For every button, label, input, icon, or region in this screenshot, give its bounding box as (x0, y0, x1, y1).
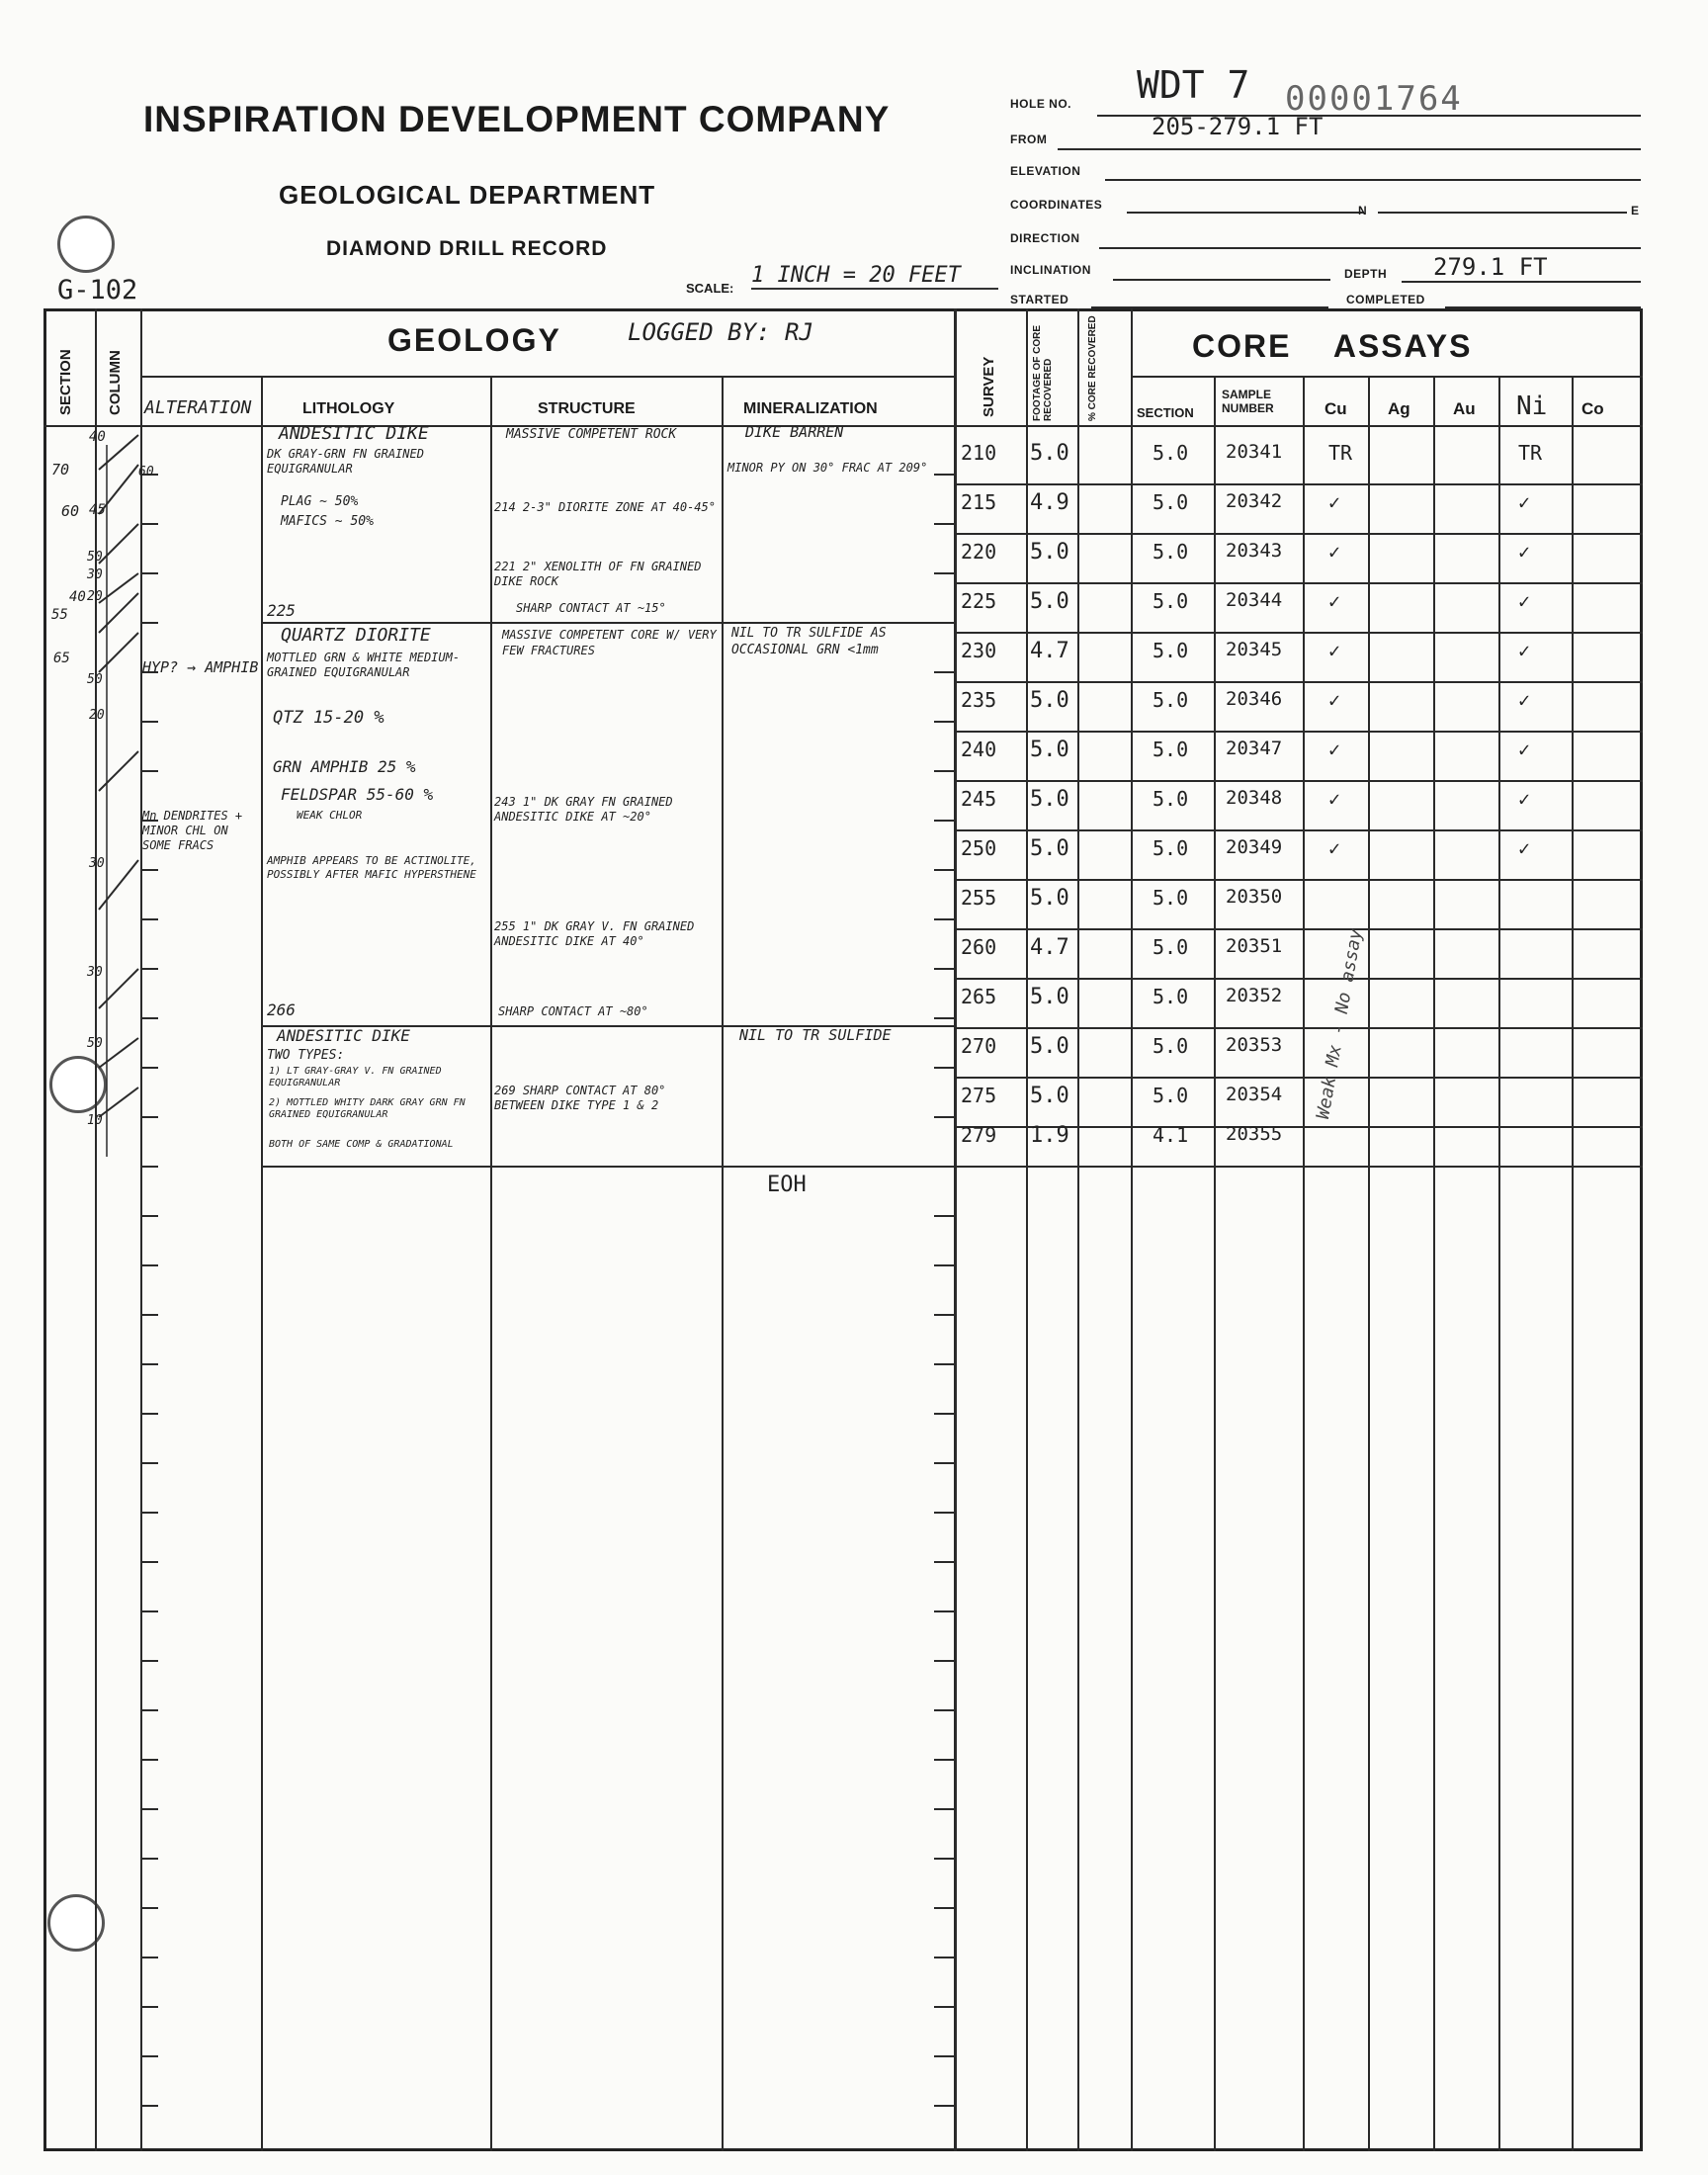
lithology-note: ANDESITIC DIKE (277, 1026, 410, 1045)
assay-survey: 255 (961, 886, 997, 910)
assay-survey: 240 (961, 738, 997, 761)
mineralization-note: NIL TO TR SULFIDE AS OCCASIONAL GRN <1mm (731, 626, 887, 657)
assay-footage: 5.0 (1030, 886, 1069, 911)
n-label: N (1358, 204, 1368, 218)
column-mark: 60 (138, 465, 154, 479)
assay-footage: 5.0 (1030, 540, 1069, 565)
end-of-hole: EOH (767, 1173, 807, 1197)
assay-section: 5.0 (1153, 738, 1189, 761)
assay-section: 5.0 (1153, 886, 1189, 910)
assay-cu: ✓ (1328, 490, 1341, 514)
assay-sample: 20352 (1226, 985, 1283, 1006)
mineralization-header: MINERALIZATION (743, 400, 878, 417)
assay-sample: 20348 (1226, 787, 1283, 809)
assay-survey: 230 (961, 639, 997, 662)
assay-cu: ✓ (1328, 639, 1341, 662)
logged-by: LOGGED BY: RJ (628, 318, 813, 346)
e-label: E (1631, 204, 1640, 218)
assay-footage: 5.0 (1030, 1084, 1069, 1108)
assay-ni: ✓ (1518, 540, 1531, 564)
assay-ni: ✓ (1518, 589, 1531, 613)
assay-section: 5.0 (1153, 935, 1189, 959)
section-mark: 40 (69, 589, 86, 605)
assay-cu: ✓ (1328, 540, 1341, 564)
assay-ni: ✓ (1518, 738, 1531, 761)
lithology-header: LITHOLOGY (302, 400, 395, 417)
department-name: GEOLOGICAL DEPARTMENT (279, 180, 656, 210)
section-mark: 55 (51, 607, 68, 623)
assay-cu: ✓ (1328, 836, 1341, 860)
scale-value: 1 INCH = 20 FEET (751, 263, 998, 290)
column-mark: 10 (87, 1113, 103, 1128)
lithology-note: DK GRAY-GRN FN GRAINED EQUIGRANULAR (267, 447, 424, 476)
assay-sample: 20345 (1226, 639, 1283, 660)
structure-note: 269 SHARP CONTACT AT 80° BETWEEN DIKE TYPE 1 & 2 (494, 1084, 666, 1112)
column-mark: 30 (87, 965, 103, 980)
assay-sample: 20353 (1226, 1034, 1283, 1056)
started-label: STARTED (1010, 293, 1069, 306)
assay-survey: 220 (961, 540, 997, 564)
assay-section: 5.0 (1153, 441, 1189, 465)
structure-header: STRUCTURE (538, 400, 636, 417)
cu-header: Cu (1324, 399, 1347, 418)
lithology-note: QUARTZ DIORITE (281, 625, 431, 646)
assay-ni: ✓ (1518, 787, 1531, 811)
lithology-note: QTZ 15-20 % (273, 708, 384, 728)
depth-value: 279.1 FT (1433, 253, 1548, 281)
lithology-note: 1) LT GRAY-GRAY V. FN GRAINED EQUIGRANULAR (269, 1066, 442, 1088)
structure-note: 214 2-3" DIORITE ZONE AT 40-45° (494, 500, 716, 514)
assay-footage: 4.9 (1030, 490, 1069, 515)
column-mark: 20 (87, 589, 103, 604)
assay-section-header: SECTION (1137, 405, 1194, 420)
co-header: Co (1581, 399, 1604, 418)
from-label: FROM (1010, 132, 1048, 146)
alteration-note: HYP? → AMPHIB (142, 658, 259, 676)
assay-sample: 20341 (1226, 441, 1283, 463)
column-mark: 50 (87, 1036, 103, 1051)
assay-survey: 260 (961, 935, 997, 959)
assay-footage: 4.7 (1030, 639, 1069, 663)
mineralization-note: DIKE BARREN (745, 423, 844, 441)
assay-sample: 20350 (1226, 886, 1283, 908)
structure-note: MASSIVE COMPETENT ROCK (506, 427, 677, 442)
lithology-note: AMPHIB APPEARS TO BE ACTINOLITE, POSSIBLY AFTER MAFIC HYPERSTHENE (267, 854, 476, 881)
assay-sample: 20349 (1226, 836, 1283, 858)
assay-survey: 210 (961, 441, 997, 465)
assay-survey: 275 (961, 1084, 997, 1107)
structure-note: MASSIVE COMPETENT CORE W/ VERY FEW FRACTURES (502, 628, 717, 657)
lithology-note: TWO TYPES: (267, 1048, 345, 1063)
assay-section: 5.0 (1153, 787, 1189, 811)
assay-ni: ✓ (1518, 688, 1531, 712)
section-mark: 60 (61, 502, 80, 520)
lithology-note: GRN AMPHIB 25 % (273, 757, 416, 776)
column-mark: 50 (87, 550, 103, 565)
from-value: 205-279.1 FT (1152, 113, 1324, 140)
elevation-label: ELEVATION (1010, 164, 1081, 178)
structure-note: 221 2" XENOLITH OF FN GRAINED DIKE ROCK (494, 560, 702, 588)
assay-cu: ✓ (1328, 688, 1341, 712)
assay-footage: 5.0 (1030, 441, 1069, 466)
pct-core-header: % CORE RECOVERED (1087, 315, 1098, 421)
lithology-note: BOTH OF SAME COMP & GRADATIONAL (269, 1139, 454, 1150)
mineralization-note: NIL TO TR SULFIDE (739, 1026, 892, 1044)
structure-note: SHARP CONTACT AT ~15° (516, 601, 666, 615)
assay-section: 5.0 (1153, 639, 1189, 662)
assay-survey: 250 (961, 836, 997, 860)
assay-survey: 270 (961, 1034, 997, 1058)
column-mark: 30 (87, 567, 103, 582)
column-header: COLUMN (107, 350, 124, 415)
cu-margin-note: Weak Mx - No assay (1313, 926, 1367, 1121)
survey-header: SURVEY (981, 356, 997, 417)
coordinates-label: COORDINATES (1010, 198, 1103, 212)
assay-section: 5.0 (1153, 589, 1189, 613)
assay-survey: 265 (961, 985, 997, 1008)
sample-number-header: SAMPLE NUMBER (1222, 388, 1274, 415)
core-assays-header: CORE ASSAYS (1192, 328, 1473, 364)
alteration-header: ALTERATION (144, 397, 252, 418)
assay-sample: 20354 (1226, 1084, 1283, 1105)
assay-survey: 225 (961, 589, 997, 613)
assay-section: 5.0 (1153, 985, 1189, 1008)
assay-cu: ✓ (1328, 589, 1341, 613)
assay-ni: ✓ (1518, 836, 1531, 860)
record-type: DIAMOND DRILL RECORD (326, 237, 608, 260)
assay-sample: 20351 (1226, 935, 1283, 957)
assay-footage: 5.0 (1030, 688, 1069, 713)
assay-footage: 5.0 (1030, 985, 1069, 1009)
hole-no-label: HOLE NO. (1010, 97, 1072, 111)
assay-section: 5.0 (1153, 836, 1189, 860)
assay-ni: ✓ (1518, 490, 1531, 514)
geology-header: GEOLOGY (387, 322, 561, 358)
alteration-note: Mn DENDRITES + MINOR CHL ON SOME FRACS (142, 809, 243, 852)
assay-section: 5.0 (1153, 1034, 1189, 1058)
assay-footage: 4.7 (1030, 935, 1069, 960)
column-mark: 20 (89, 708, 105, 723)
assay-sample: 20355 (1226, 1123, 1283, 1145)
ag-header: Ag (1388, 399, 1410, 418)
assay-sample: 20344 (1226, 589, 1283, 611)
lithology-note: 2) MOTTLED WHITY DARK GRAY GRN FN GRAINED EQUIGRANULAR (269, 1097, 466, 1120)
assay-cu: TR (1328, 441, 1353, 465)
assay-sample: 20346 (1226, 688, 1283, 710)
lithology-note: MOTTLED GRN & WHITE MEDIUM-GRAINED EQUIGRANULAR (267, 651, 461, 679)
section-header: SECTION (57, 349, 74, 415)
assay-survey: 279 (961, 1123, 997, 1147)
form-id: G-102 (57, 275, 138, 305)
lithology-note: FELDSPAR 55-60 % (281, 785, 434, 804)
depth-label: DEPTH (1344, 267, 1388, 281)
assay-footage: 1.9 (1030, 1123, 1069, 1148)
inclination-label: INCLINATION (1010, 263, 1091, 277)
direction-label: DIRECTION (1010, 231, 1080, 245)
assay-survey: 215 (961, 490, 997, 514)
assay-section: 5.0 (1153, 540, 1189, 564)
assay-sample: 20347 (1226, 738, 1283, 759)
section-mark: 65 (53, 651, 70, 666)
ni-header: Ni (1516, 392, 1548, 421)
structure-note: 255 1" DK GRAY V. FN GRAINED ANDESITIC DIKE AT 40° (494, 919, 695, 948)
lithology-note: MAFICS ~ 50% (281, 514, 374, 529)
structure-note: 243 1" DK GRAY FN GRAINED ANDESITIC DIKE AT ~20° (494, 795, 673, 824)
assay-section: 5.0 (1153, 1084, 1189, 1107)
assay-sample: 20342 (1226, 490, 1283, 512)
assay-cu: ✓ (1328, 738, 1341, 761)
column-mark: 30 (89, 856, 105, 871)
au-header: Au (1453, 399, 1476, 418)
assay-footage: 5.0 (1030, 1034, 1069, 1059)
document-stamp: 00001764 (1285, 79, 1463, 119)
structure-note: SHARP CONTACT AT ~80° (498, 1004, 648, 1018)
assay-footage: 5.0 (1030, 589, 1069, 614)
assay-footage: 5.0 (1030, 787, 1069, 812)
completed-label: COMPLETED (1346, 293, 1425, 306)
assay-section: 5.0 (1153, 688, 1189, 712)
assay-cu: ✓ (1328, 787, 1341, 811)
footage-header: FOOTAGE OF CORE RECOVERED (1032, 324, 1054, 421)
assay-section: 4.1 (1153, 1123, 1189, 1147)
column-mark: 50 (87, 672, 103, 687)
hole-no-value: WDT 7 (1137, 63, 1250, 107)
scale-label: SCALE: (686, 281, 734, 296)
lithology-note: WEAK CHLOR (297, 809, 363, 822)
lithology-note: 225 (267, 601, 296, 620)
company-name: INSPIRATION DEVELOPMENT COMPANY (143, 99, 891, 139)
assay-section: 5.0 (1153, 490, 1189, 514)
column-mark: 40 (89, 429, 106, 445)
mineralization-note: MINOR PY ON 30° FRAC AT 209° (727, 461, 928, 475)
assay-survey: 235 (961, 688, 997, 712)
section-mark: 70 (51, 461, 70, 478)
assay-ni: ✓ (1518, 639, 1531, 662)
assay-sample: 20343 (1226, 540, 1283, 562)
assay-footage: 5.0 (1030, 738, 1069, 762)
assay-survey: 245 (961, 787, 997, 811)
assay-footage: 5.0 (1030, 836, 1069, 861)
assay-ni: TR (1518, 441, 1543, 465)
lithology-note: PLAG ~ 50% (281, 494, 359, 509)
column-mark: 45 (89, 502, 106, 518)
lithology-note: ANDESITIC DIKE (279, 423, 429, 444)
lithology-note: 266 (267, 1000, 296, 1019)
